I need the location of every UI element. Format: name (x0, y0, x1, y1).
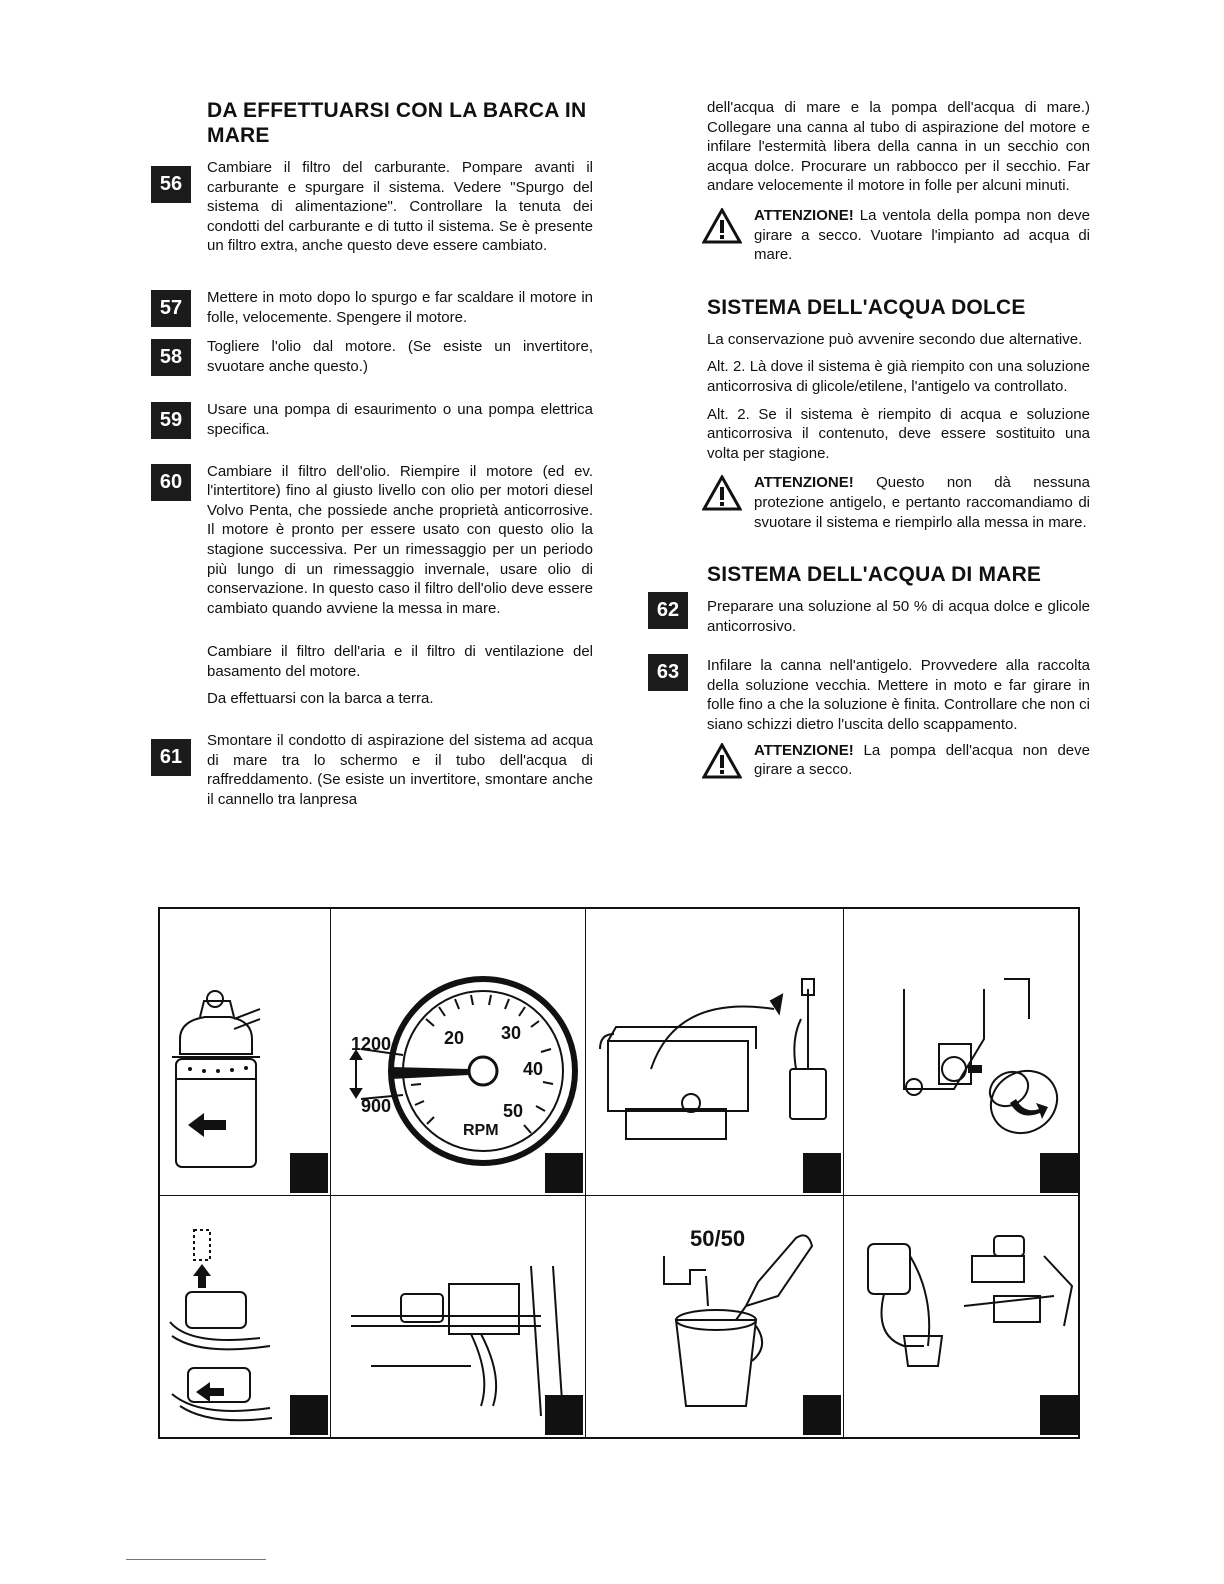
continued-text: dell'acqua di mare e la pompa dell'acqua di mare.) Collegare una canna al tubo di aspirazione del motore e infilare l'estermità libera della canna in un secchio con acqua dolce. Procurare un rabbocco per il secchio. Far andare velocemente il motore in folle per alcuni minuti. (707, 99, 1090, 195)
step-text: Smontare il condotto di aspirazione del sistema ad acqua di mare tra lo schermo e il tubo dell'acqua di raffreddamento. (Se esiste un invertitore, smontare anche il cannello tra lanpresa (207, 732, 593, 808)
step-badge: 59 (151, 402, 191, 439)
warning-label: ATTENZIONE! (754, 741, 854, 759)
warning-label: ATTENZIONE! (754, 206, 854, 224)
section-heading-acqua-di-mare: SISTEMA DELL'ACQUA DI MARE (707, 563, 1042, 587)
section-heading-acqua-dolce: SISTEMA DELL'ACQUA DOLCE (707, 295, 1026, 319)
gauge-unit: RPM (463, 1122, 499, 1139)
gauge-label-30: 30 (501, 1023, 522, 1043)
paragraph-on-land: Da effettuarsi con la barca a terra. (207, 690, 434, 708)
figure-marker (803, 1153, 841, 1193)
step-text: Preparare una soluzione al 50 % di acqua dolce e glicole anticorrosivo. (707, 598, 1090, 635)
warning-triangle-icon (702, 208, 742, 244)
footer-rule (126, 1559, 266, 1560)
figure-marker (1040, 1153, 1078, 1193)
step-badge: 62 (648, 592, 688, 629)
step-badge: 63 (648, 654, 688, 691)
right-column (648, 98, 1090, 792)
step-badge: 56 (151, 166, 191, 203)
step-58 (151, 337, 593, 376)
figure-oil-filter (844, 909, 1080, 1196)
paragraph-air-filter: Cambiare il filtro dell'aria e il filtro di ventilazione del basamento del motore. (207, 643, 593, 680)
warning-text: La ventola della pompa non deve girare a secco. Vuotare l'impianto ad acqua di mare. (754, 206, 1090, 264)
paragraph-alt-1: Alt. 2. Là dove il sistema è già riempito con una soluzione anticorrosiva di glicole/etilene, l'antigelo va controllato. (707, 358, 1090, 395)
figure-marker (545, 1153, 583, 1193)
warning-1 (648, 206, 1090, 265)
figure-marker (290, 1395, 328, 1435)
gauge-label-40: 40 (523, 1059, 544, 1079)
mix-ratio-label: 50/50 (690, 1226, 746, 1251)
warning-triangle-icon (702, 475, 742, 511)
step-62 (648, 597, 1090, 636)
step-badge: 60 (151, 464, 191, 501)
paragraph-alt-2: Alt. 2. Se il sistema è riempito di acqua e soluzione anticorrosiva il contenuto, deve essere sostituito una volta per stagione. (707, 405, 1090, 462)
step-56 (151, 158, 593, 256)
step-text: Usare una pompa di esaurimento o una pompa elettrica specifica. (207, 401, 593, 438)
step-text: Cambiare il filtro del carburante. Pompare avanti il carburante e spurgare il sistema. Vedere "Spurgo del sistema di alimentazione". Controllare la tenuta dei condotti del carburante e di tutto il sistema. Se è presente un filtro extra, anche questo deve essere cambiato. (207, 159, 593, 255)
figure-air-filter (160, 1196, 331, 1437)
step-63 (648, 656, 1090, 734)
step-text: Mettere in moto dopo lo spurgo e far scaldare il motore in folle, velocemente. Spengere il motore. (207, 288, 593, 326)
warning-3 (648, 741, 1090, 780)
rpm-range-low: 900 (361, 1096, 392, 1116)
figure-marker (290, 1153, 328, 1193)
step-61 (151, 731, 593, 809)
left-column (151, 98, 593, 821)
warning-triangle-icon (702, 743, 742, 779)
step-text: Cambiare il filtro dell'olio. Riempire il motore (ed ev. l'intertitore) fino al giusto livello con olio per motori diesel Volvo Penta, che possiede anche proprietà anticorrosive. Il motore è pronto per essere usato con questo olio la stagione successiva. Per un rimessaggio per un periodo più lungo di un rimessaggio invernale, usare olio di conservazione. In questo caso il filtro dell'olio deve essere cambiato quando avviene la messa in mare. (207, 462, 593, 617)
figure-intake-hose (331, 1196, 586, 1437)
step-badge: 57 (151, 290, 191, 327)
figure-seawater-hose (844, 1196, 1080, 1437)
paragraph-alternatives: La conservazione può avvenire secondo due alternative. (707, 330, 1083, 348)
warning-2 (648, 473, 1090, 532)
figure-marker (1040, 1395, 1078, 1435)
step-badge: 58 (151, 339, 191, 376)
illustration-grid (158, 907, 1080, 1439)
warning-label: ATTENZIONE! (754, 474, 854, 492)
step-57 (151, 288, 593, 327)
step-text: Infilare la canna nell'antigelo. Provvedere alla raccolta della soluzione vecchia. Mettere in moto e far girare in folle fino a che la soluzione è finita. Controllare che non ci siano schizzi dietro l'uscita dello scappamento. (707, 657, 1090, 734)
figure-mix-5050 (586, 1196, 844, 1437)
figure-marker (545, 1395, 583, 1435)
rpm-range-high: 1200 (351, 1034, 392, 1054)
step-text: Togliere l'olio dal motore. (Se esiste un invertitore, svuotare anche questo.) (207, 338, 593, 375)
figure-marker (803, 1395, 841, 1435)
figure-rpm-gauge (331, 909, 586, 1196)
figure-fuel-filter (160, 909, 331, 1196)
gauge-label-50: 50 (503, 1101, 524, 1121)
gauge-label-20: 20 (444, 1028, 465, 1048)
figure-oil-pump (586, 909, 844, 1196)
step-59 (151, 400, 593, 439)
warning-text: La pompa dell'acqua non deve girare a secco. (754, 741, 1090, 779)
step-badge: 61 (151, 739, 191, 776)
step-60 (151, 462, 593, 619)
section-heading-in-mare: DA EFFETTUARSI CON LA BARCA IN MARE (207, 99, 587, 147)
warning-text: Questo non dà nessuna protezione antigelo, e pertanto raccomandiamo di svuotare il sistema e riempirlo alla messa in mare. (754, 474, 1090, 531)
